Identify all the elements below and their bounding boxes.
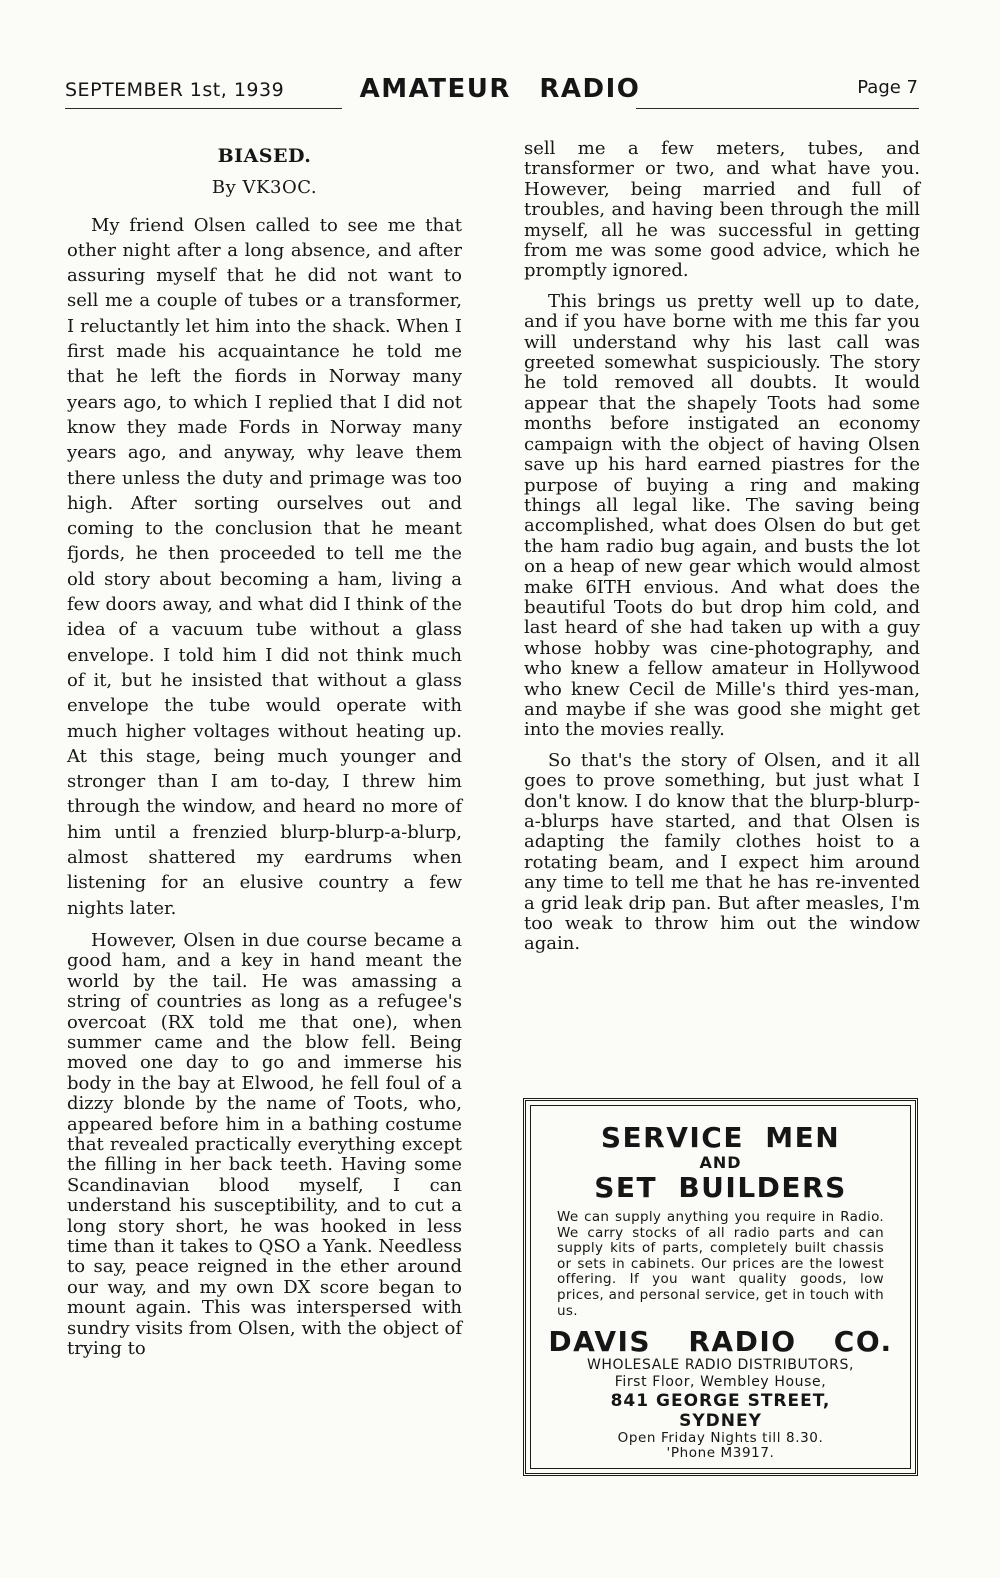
advertisement-inner-border xyxy=(530,1105,911,1469)
issue-date: SEPTEMBER 1st, 1939 xyxy=(65,79,285,101)
ad-address-line-2: 841 GEORGE STREET, xyxy=(610,1391,831,1412)
article-column-left xyxy=(67,144,462,1369)
article-paragraph: sell me a few meters, tubes, and transformer or two, and what have you. However, being married and full of troubles, and having been through the mill myself, all he was successful in getting from me was some good advice, which he promptly ignored. xyxy=(524,138,920,282)
article-paragraph: This brings us pretty well up to date, and if you have borne with me this far you will understand why his last call was greeted somewhat suspiciously. The story he told removed all doubts. It would appear that the shapely Toots had some months before instigated an economy campaign with the object of having Olsen save up his hard earned piastres for the purpose of buying a ring and making things all legal like. The saving being accomplished, what does Olsen do but get the ham radio bug again, and busts the lot on a heap of new gear which would almost make 6ITH envious. And what does the beautiful Toots do but drop him cold, and last heard of she had taken up with a guy whose hobby was cine-photography, and who knew a fellow amateur in Hollywood who knew Cecil de Mille's third yes-man, and maybe if she was good she might get into the movies really. xyxy=(524,290,920,741)
ad-headline-set-builders: SET BUILDERS xyxy=(594,1171,847,1204)
publication-title: AMATEUR RADIO xyxy=(359,74,641,104)
davis-radio-advertisement xyxy=(523,1098,918,1476)
ad-address-line-1: First Floor, Wembley House, xyxy=(614,1374,827,1391)
ad-company-name: DAVIS RADIO CO. xyxy=(548,1325,893,1359)
article-title: BIASED. xyxy=(217,145,312,167)
ad-body-text: We can supply anything you require in Radio. We carry stocks of all radio parts and can supply kits of parts, completely built chassis or sets in cabinets. Our prices are the lowest offering. If you want quality goods, low prices, and personal service, get in touch with us. xyxy=(557,1209,884,1319)
article-column-right xyxy=(524,139,920,965)
article-paragraph: So that's the story of Olsen, and it all goes to prove something, but just what I don't know. I do know that the blurp-blurp-a-blurps have started, and that Olsen is adapting the family clothes hoist to a rotating beam, and I expect him around any time to tell me that he has re-invented a grid leak drip pan. But after measles, I'm too weak to throw him out the window again. xyxy=(524,749,920,955)
header-rule-right xyxy=(636,108,919,109)
ad-headline-service-men: SERVICE MEN xyxy=(600,1121,841,1154)
header-rule-left xyxy=(65,108,342,109)
ad-hours: Open Friday Nights till 8.30. xyxy=(617,1430,824,1447)
ad-tagline: WHOLESALE RADIO DISTRIBUTORS, xyxy=(586,1357,855,1374)
ad-city: SYDNEY xyxy=(679,1411,762,1432)
article-byline: By VK3OC. xyxy=(211,177,318,199)
article-paragraph: My friend Olsen called to see me that other night after a long absence, and after assuring myself that he did not want to sell me a couple of tubes or a transformer, I reluctantly let him into the shack. When I first made his acquaintance he told me that he left the fiords in Norway many years ago, to which I replied that I did not know they made Fords in Norway many years ago, and anyway, why leave them there unless the duty and primage was too high. After sorting ourselves out and coming to the conclusion that he meant fjords, he then proceeded to tell me the old story about becoming a ham, living a few doors away, and what did I think of the idea of a vacuum tube without a glass envelope. I told him I did not think much of it, but he insisted that without a glass envelope the tube would operate with much higher voltages without heating up. At this stage, being much younger and stronger than I am to-day, I threw him through the window, and heard no more of him until a frenzied blurp-blurp-a-blurp, almost shattered my eardrums when listening for an elusive country a few nights later. xyxy=(67,214,462,919)
ad-connector: AND xyxy=(699,1153,742,1172)
page-number: Page 7 xyxy=(857,77,918,98)
ad-phone: 'Phone M3917. xyxy=(666,1445,775,1462)
article-paragraph: However, Olsen in due course became a good ham, and a key in hand meant the world by the tail. He was amassing a string of countries as long as a refugee's overcoat (RX told me that one), when summer came and the blow fell. Being moved one day to go and immerse his body in the bay at Elwood, he fell foul of a dizzy blonde by the name of Toots, who, appeared before him in a bathing costume that revealed practically everything except the filling in her back teeth. Having some Scandinavian blood myself, I can understand his susceptibility, and to cut a long story short, he was hooked in less time than it takes to QSO a Yank. Needless to say, peace reigned in the ether around our way, and my own DX score began to mount again. This was interspersed with sundry visits from Olsen, with the object of trying to xyxy=(67,929,462,1360)
